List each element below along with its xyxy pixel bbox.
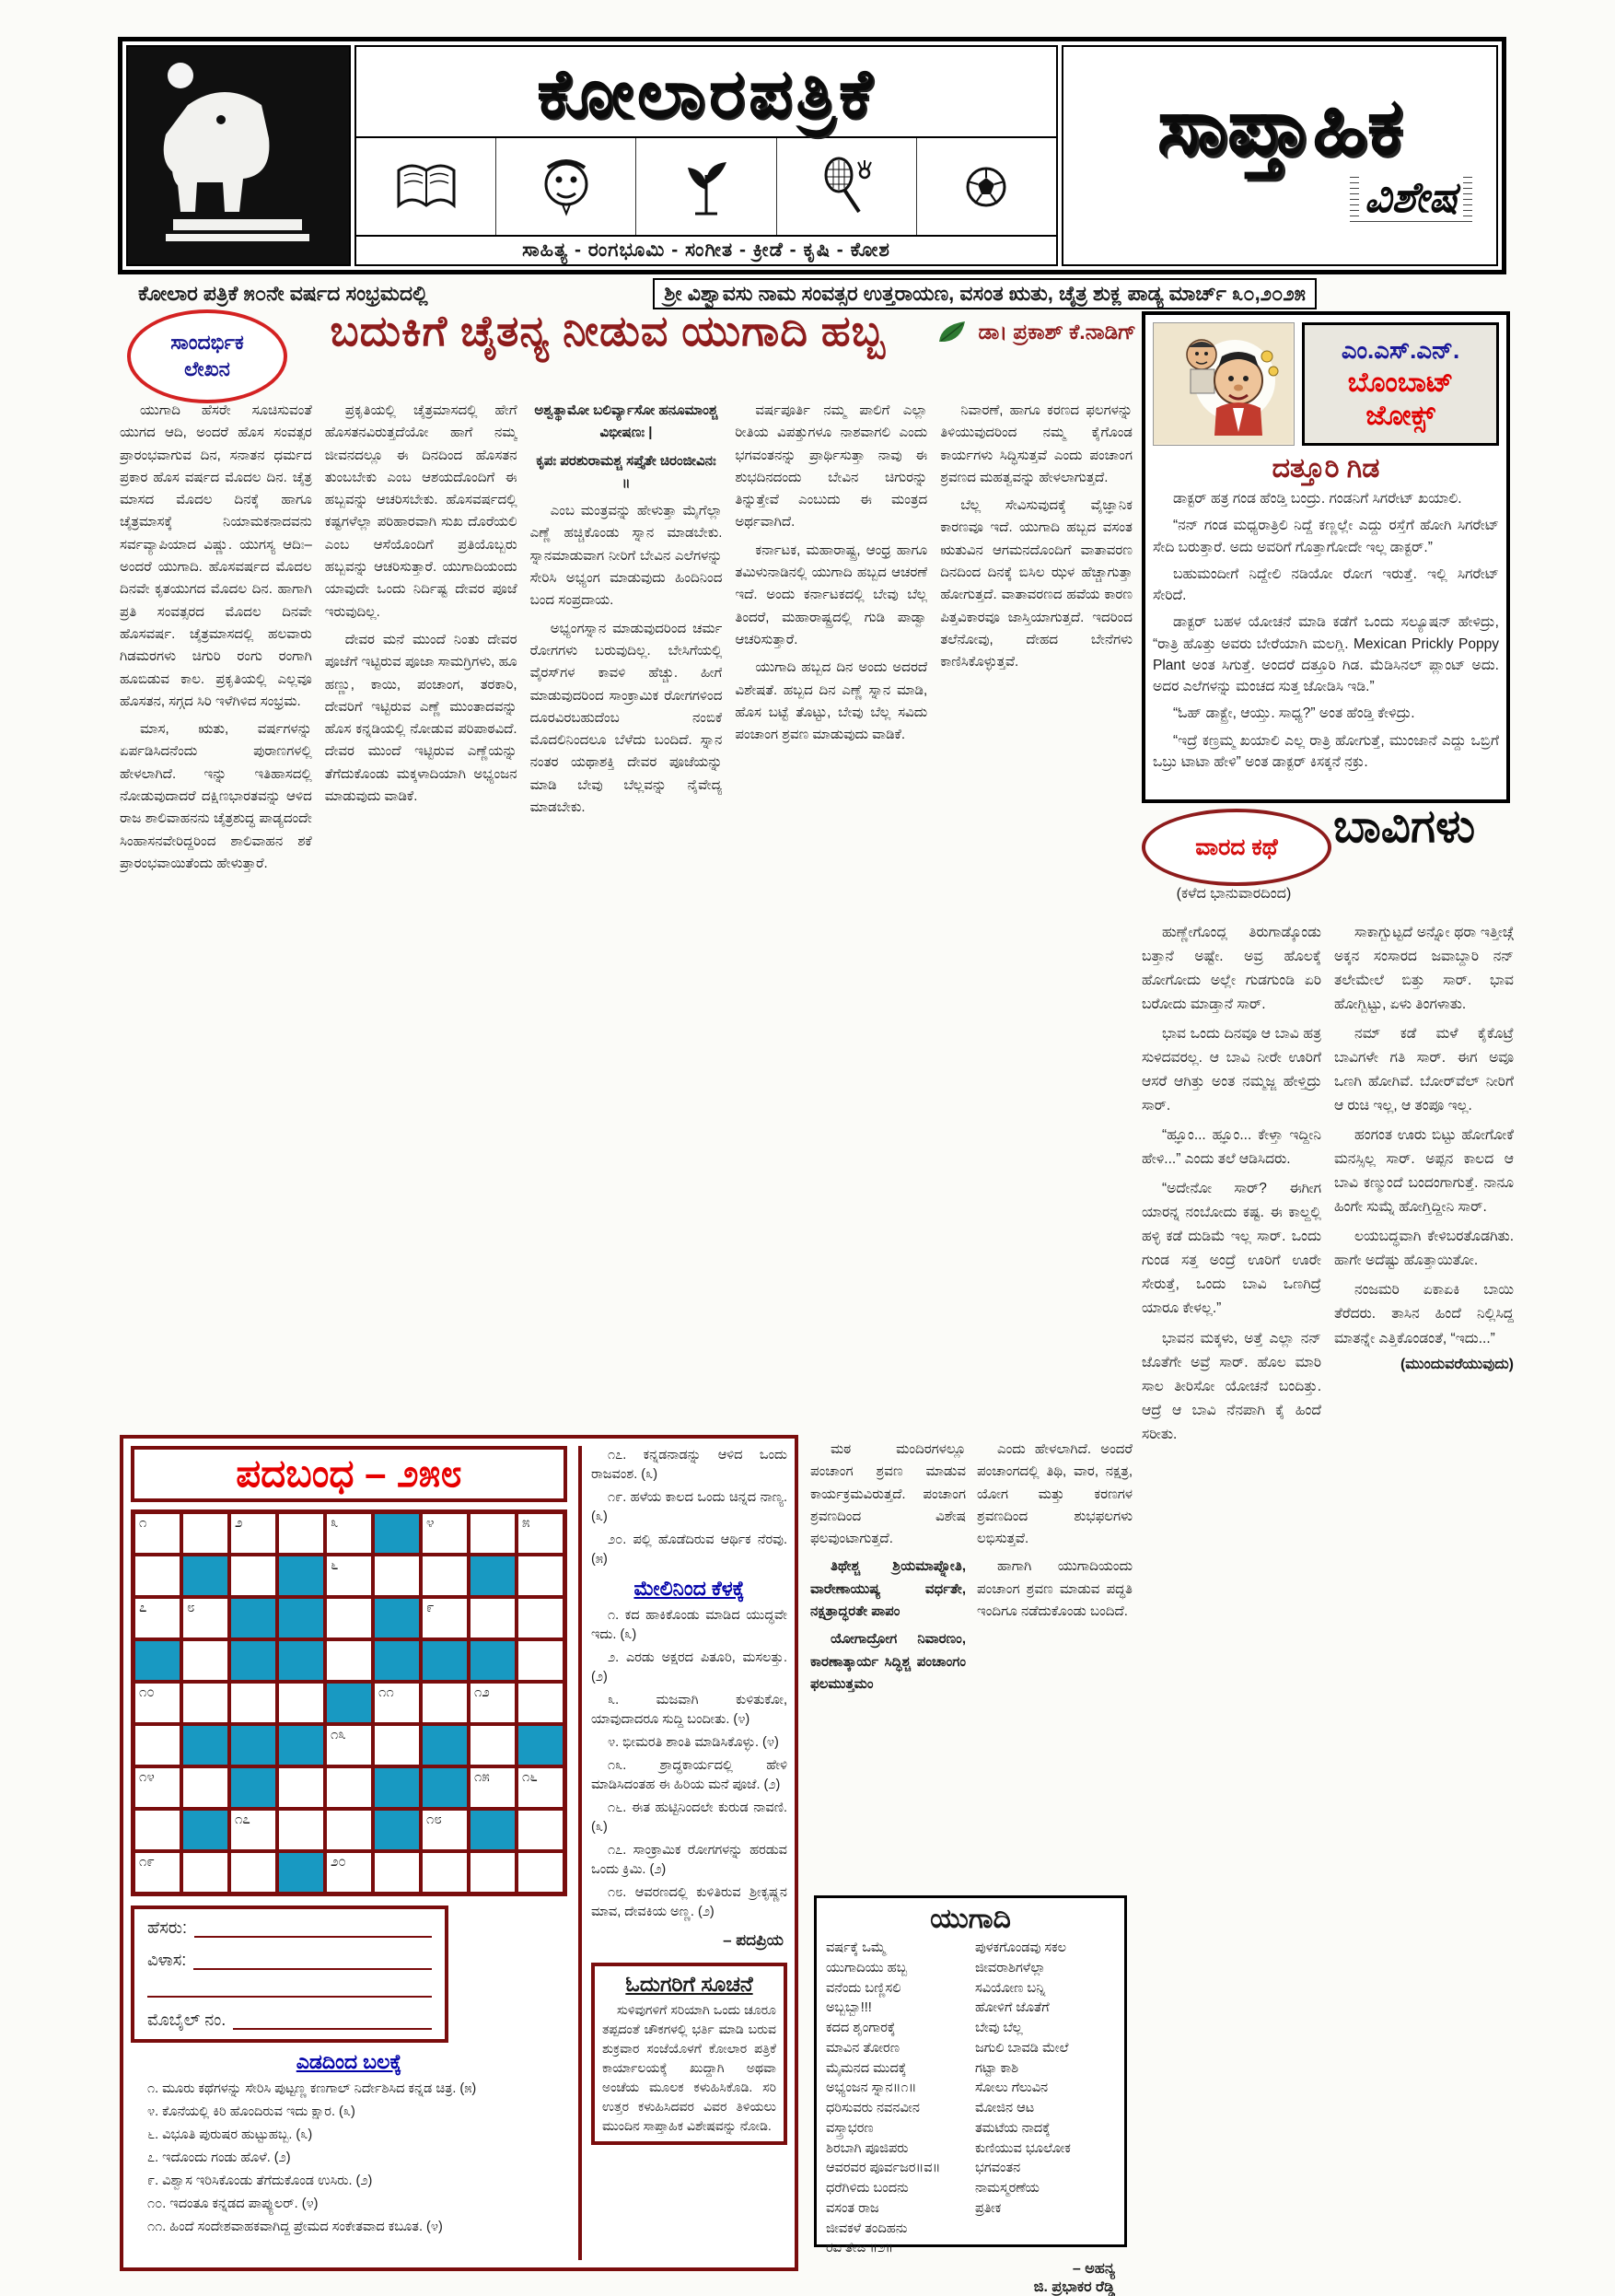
clue: ೩. ಮಜವಾಗಿ ಕುಳಿತುಕೋ, ಯಾವುದಾದರೂ ಸುದ್ದಿ ಬಂದೀತು. (೪) [591, 1693, 787, 1728]
article-paragraph: ಅಶ್ವತ್ಥಾಮೋ ಬಲಿರ್ವ್ಯಾಸೋ ಹನೂಮಾಂಶ್ಚ ವಿಭೀಷಣಃ | [534, 402, 718, 441]
crossword-cell[interactable] [421, 1682, 469, 1724]
crossword-cell[interactable] [421, 1724, 469, 1766]
jokes-brand-box [1302, 322, 1499, 446]
poem-line: ಪುಳಕಗೊಂಡವು ಸಕಲ [975, 1941, 1067, 1955]
name-field[interactable] [194, 1923, 432, 1938]
joke-paragraph: “ಓಹ್ ಡಾಕ್ಟ್ರೇ, ಆಯ್ತು. ಸಾಧ್ಯ?” ಅಂತ ಹೆಂಡ್ತಿ ಕೇಳಿದ್ರು. [1173, 705, 1415, 722]
crossword-cell[interactable] [181, 1682, 229, 1724]
clue: ೧೦. ಇದಂತೂ ಕನ್ನಡದ ಪಾಪ್ಯುಲರ್. (೪) [147, 2197, 319, 2212]
mobile-label: ಮೊಬೈಲ್ ನಂ. [147, 2010, 227, 2029]
kicker-line1: ಸಾಂದರ್ಭಿಕ [170, 331, 244, 355]
crossword-cell[interactable] [229, 1682, 277, 1724]
notice-title: ಓದುಗರಿಗೆ ಸೂಚನೆ [625, 1972, 753, 1997]
poem-line: ಮೋಜಿನ ಆಟ [975, 2101, 1035, 2115]
poem-title: ಯುಗಾದಿ [930, 1904, 1011, 1934]
crossword-cell-number: ೧೬ [522, 1769, 538, 1785]
across-clues-continued [591, 1446, 787, 1573]
poem-line: ತಮಟೆಯ ನಾದಕ್ಕೆ [975, 2120, 1051, 2136]
clue: ೧೭. ಕನ್ನಡನಾಡನ್ನು ಆಳಿದ ಒಂದು ರಾಜವಂಶ. (೩) [591, 1448, 787, 1483]
address-field[interactable] [193, 1955, 432, 1970]
poem-line: ಹೋಳಿಗೆ ಜೊತೆಗೆ [975, 2000, 1050, 2016]
poem-line: ಧರಿಸುವರು ನವನವೀನ [826, 2101, 920, 2115]
crossword-cell[interactable] [469, 1682, 517, 1724]
lead-article-columns [120, 400, 1133, 1429]
crossword-cell[interactable] [181, 1512, 229, 1555]
author-byline: ಡಾ। ಪ್ರಕಾಶ್ ಕೆ.ನಾಡಿಗ್ [978, 319, 1136, 344]
down-clues-header: ಮೇಲಿನಿಂದ ಕೆಳಕ್ಕೆ [633, 1577, 745, 1601]
crossword-cell[interactable] [134, 1597, 181, 1639]
poem-line: ಮೈಮನದ ಮುದಕ್ಕೆ [826, 2060, 907, 2076]
crossword-cell[interactable] [229, 1724, 277, 1766]
joke-paragraph: “ಇದ್ರೆ ಕಣ್ರಮ್ಮ ಖಯಾಲಿ ಎಲ್ಲ ರಾತ್ರಿ ಹೋಗುತ್ತೆ, ಮುಂಜಾನೆ ಎದ್ದು ಒಬ್ರಿಗೆ ಒಬ್ರು ಟಾಟಾ ಹೇಳಿ” ಅಂತ ಡಾಕ್ಟರ್ ಕಿಸಕ್ಕನೆ ನಕ್ರು. [1153, 732, 1499, 770]
poem-line: ರವಿ ತೇಜ ॥೨॥ [826, 2241, 894, 2256]
story-paragraph: “ಹ್ಞೂಂ... ಹ್ಞೂಂ... ಕೇಳ್ತಾ ಇದ್ದೀನಿ ಹೇಳಿ...” ಎಂದು ತಲೆ ಆಡಿಸಿದರು. [1142, 1127, 1321, 1168]
crossword-cell[interactable] [325, 1639, 373, 1682]
crossword-cell[interactable] [134, 1639, 181, 1682]
clue: ೧೮. ಆವರಣದಲ್ಲಿ ಕುಳಿತಿರುವ ಶ್ರೀಕೃಷ್ಣನ ಮಾವ, ದೇವಕಿಯ ಅಣ್ಣ. (೨) [591, 1885, 787, 1920]
crossword-cell[interactable] [469, 1809, 517, 1851]
masthead [118, 37, 1506, 274]
story-paragraph: ಹುಣ್ಣೇಗೊಂದ್ಲ ತಿರುಗಾಡ್ಕೊಂಡು ಬತ್ತಾನೆ ಅಷ್ಟೇ. ಅವ್ರ ಹೊಲಕ್ಕೆ ಹೋಗೋದು ಅಲ್ಲೇ ಗುಡಗುಂಡಿ ಏರಿ ಬರೋದು ಮಾಡ್ತಾನೆ ಸಾರ್. [1142, 925, 1321, 1013]
crossword-cell[interactable] [421, 1512, 469, 1555]
across-clues-header: ಎಡದಿಂದ ಬಲಕ್ಕೆ [296, 2050, 402, 2073]
to-be-continued-label: (ಮುಂದುವರೆಯುವುದು) [1400, 1356, 1514, 1372]
crossword-cell-number: ೬ [331, 1557, 339, 1573]
article-paragraph: ಎಂಬ ಮಂತ್ರವನ್ನು ಹೇಳುತ್ತಾ ಮೈಗೆಲ್ಲಾ ಎಣ್ಣೆ ಹಚ್ಚಿಕೊಂಡು ಸ್ನಾನ ಮಾಡಬೇಕು. ಸ್ನಾನಮಾಡುವಾಗ ನೀರಿಗೆ ಬೇವಿನ ಎಲೆಗಳನ್ನು ಸೇರಿಸಿ ಅಭ್ಯಂಗ ಮಾಡುವುದು ಹಿಂದಿನಿಂದ ಬಂದ ಸಂಪ್ರದಾಯ. [529, 503, 723, 609]
crossword-cell[interactable] [373, 1724, 421, 1766]
crossword-cell[interactable] [229, 1809, 277, 1851]
article-paragraph: ಕೃಪಃ ಪರಶುರಾಮಶ್ಚ ಸಪ್ತೈತೇ ಚಿರಂಜೀವಿನಃ ॥ [536, 452, 716, 491]
crossword-cell-number: ೨೦ [331, 1854, 346, 1870]
crossword-cell[interactable] [373, 1766, 421, 1809]
joke-paragraph: ಡಾಕ್ಟರ್ ಬಹಳ ಯೋಚನೆ ಮಾಡಿ ಕಡೆಗೆ ಒಂದು ಸಲ್ಯೂಷನ್ ಹೇಳಿದ್ರು, “ರಾತ್ರಿ ಹೊತ್ತು ಅವರು ಬೇರೆಯಾಗಿ ಮಲಗ್ಲಿ. Mexican Prickly Poppy Plant ಅಂತ ಸಿಗುತ್ತೆ. ಅಂದರೆ ದತ್ತೂರಿ ಗಿಡ. ಮೆಡಿಸಿನಲ್ ಪ್ಲಾಂಟ್ ಅದು. ಅದರ ಎಲೆಗಳನ್ನು ಮಂಚದ ಸುತ್ತ ಜೋಡಿಸಿ ಇಡಿ.” [1153, 614, 1499, 694]
page-title: ಬದುಕಿಗೆ ಚೈತನ್ಯ ನೀಡುವ ಯುಗಾದಿ ಹಬ್ಬ [330, 307, 886, 355]
article-paragraph: ತಿಥೇಶ್ಚ ಶ್ರಿಯಮಾಪ್ನೋತಿ, ವಾರೇಣಾಯುಷ್ಯ ವರ್ಧತೇ, ನಕ್ಷತ್ರಾದ್ಧರತೇ ಪಾಪಂ [810, 1558, 966, 1620]
joke-title: ದತ್ತೂರಿ ಗಿಡ [1272, 453, 1380, 484]
clue: ೧. ಮೂರು ಕಥೆಗಳನ್ನು ಸೇರಿಸಿ ಪುಟ್ಟಣ್ಣ ಕಣಗಾಲ್ ನಿರ್ದೇಶಿಸಿದ ಕನ್ನಡ ಚಿತ್ರ. (೫) [147, 2081, 477, 2096]
story-title: ಬಾವಿಗಳು [1333, 800, 1476, 852]
crossword-cell[interactable] [229, 1766, 277, 1809]
crossword-cell[interactable] [373, 1809, 421, 1851]
crossword-cell[interactable] [373, 1682, 421, 1724]
story-kicker-badge [1142, 809, 1331, 886]
crossword-cell-number: ೧೨ [474, 1684, 490, 1700]
crossword-cell-number: ೯ [426, 1600, 435, 1615]
poem-line: ಸವಿಯೋಣ ಬನ್ನಿ [975, 1980, 1046, 1996]
article-paragraph: ವರ್ಷಪೂರ್ತಿ ನಮ್ಮ ಪಾಲಿಗೆ ಎಲ್ಲಾ ರೀತಿಯ ವಿಪತ್ತುಗಳೂ ನಾಶವಾಗಲಿ ಎಂದು ಭಗವಂತನನ್ನು ಪ್ರಾರ್ಥಿಸುತ್ತಾ ನಾವು ಈ ಶುಭದಿನದಂದು ಬೇವಿನ ಚಿಗುರನ್ನು ತಿನ್ನುತ್ತೇವೆ ಎಂಬುದು ಈ ಮಂತ್ರದ ಅರ್ಥವಾಗಿದೆ. [735, 402, 928, 530]
clue: ೪. ಕೊನೆಯಲ್ಲಿ ಕಿರಿ ಹೊಂದಿರುವ ಇದು ಕ್ಷಾರ. (೩) [147, 2104, 355, 2120]
article-paragraph: ನಿವಾರಣೆ, ಹಾಗೂ ಕರಣದ ಫಲಗಳನ್ನು ತಿಳಿಯುವುದರಿಂದ ನಮ್ಮ ಕೈಗೊಂಡ ಕಾರ್ಯಗಳು ಸಿದ್ಧಿಸುತ್ತವೆ ಎಂದು ಪಂಚಾಂಗ ಶ್ರವಣದ ಮಹತ್ವವನ್ನು ಹೇಳಲಾಗುತ್ತದೆ. [940, 402, 1133, 485]
article-paragraph: ಪ್ರಕೃತಿಯಲ್ಲಿ ಚೈತ್ರಮಾಸದಲ್ಲಿ ಹೇಗೆ ಹೊಸತನವಿರುತ್ತದೆಯೋ ಹಾಗೆ ನಮ್ಮ ಜೀವನದಲ್ಲೂ ಈ ದಿನದಿಂದ ಹೊಸತನ ತುಂಬಬೇಕು ಎಂಬ ಆಶಯದೊಂದಿಗೆ ಈ ಹಬ್ಬವನ್ನು ಆಚರಿಸಬೇಕು. ಹೊಸವರ್ಷದಲ್ಲಿ ಕಷ್ಟಗಳೆಲ್ಲಾ ಪರಿಹಾರವಾಗಿ ಸುಖ ದೊರೆಯಲಿ ಎಂಬ ಆಸೆಯೊಂದಿಗೆ ಪ್ರತಿಯೊಬ್ಬರು ಹಬ್ಬವನ್ನು ಆಚರಿಸುತ್ತಾರೆ. ಯುಗಾದಿಯಂದು ಯಾವುದೇ ಒಂದು ನಿರ್ದಿಷ್ಟ ದೇವರ ಪೂಜೆ ಇರುವುದಿಲ್ಲ. [324, 402, 517, 620]
crossword-cell-number: ೭ [139, 1600, 147, 1615]
article-column-2 [325, 400, 517, 1429]
poem-line: ಕುಣಿಯುವ ಭೂಲೋಕ [975, 2140, 1071, 2156]
poem-line: ವರ್ಷಕ್ಕೆ ಒಮ್ಮೆ [826, 1941, 887, 1955]
crossword-cell[interactable] [421, 1555, 469, 1597]
crossword-cell[interactable] [469, 1724, 517, 1766]
poem-line: ವಸ್ತ್ರಾಭರಣ [826, 2120, 874, 2136]
across-clues [131, 2080, 567, 2237]
poem-line: ಭಗವಂತನ [975, 2161, 1021, 2176]
crossword-cell[interactable] [325, 1851, 373, 1894]
story-column-1 [1142, 921, 1321, 2267]
crossword-cell[interactable] [277, 1512, 325, 1555]
jokes-brand-word1: ಬೊಂಬಾಟ್ [1347, 367, 1454, 398]
leaf-icon [937, 318, 969, 345]
clue: ೯. ವಿಶ್ವಾಸ ಇರಿಸಿಕೊಂಡು ತೆಗೆದುಕೊಂಡ ಉಸಿರು. (೨) [147, 2174, 373, 2189]
continuation-column-1 [810, 1439, 966, 1888]
crossword-cell[interactable] [325, 1766, 373, 1809]
down-clues-continued [591, 1756, 787, 1926]
clue: ೧೭. ಸಾಂಕ್ರಾಮಿಕ ರೋಗಗಳನ್ನು ಹರಡುವ ಒಂದು ಕ್ರಿಮಿ. (೨) [591, 1843, 787, 1878]
crossword-cell[interactable] [277, 1555, 325, 1597]
crossword-cell[interactable] [517, 1512, 564, 1555]
story-paragraph: ಭಾವ ಒಂದು ದಿನವೂ ಆ ಬಾವಿ ಹತ್ರ ಸುಳಿದವರಲ್ಲ. ಆ ಬಾವಿ ನೀರೇ ಊರಿಗೆ ಆಸರೆ ಆಗಿತ್ತು ಅಂತ ನಮ್ಮಜ್ಜ ಹೇಳ್ತಿದ್ರು ಸಾರ್. [1142, 1026, 1321, 1114]
clue: ೭. ಇದೊಂದು ಗಂಡು ಹೊಳೆ. (೨) [147, 2150, 291, 2166]
kicker-badge [127, 309, 287, 403]
crossword-cell[interactable] [373, 1639, 421, 1682]
date-line: ಶ್ರೀ ವಿಶ್ವಾವಸು ನಾಮ ಸಂವತ್ಸರ ಉತ್ತರಾಯಣ, ವಸಂತ ಋತು, ಚೈತ್ರ ಶುಕ್ಲ ಪಾಡ್ಯ ಮಾರ್ಚ್ ೩೦,೨೦೨೫ [653, 278, 1317, 309]
crossword-cell[interactable] [229, 1555, 277, 1597]
clue: ೪. ಭೀಮರತಿ ಶಾಂತಿ ಮಾಡಿಸಿಕೊಳ್ಳು. (೪) [608, 1735, 779, 1751]
poem-line: ಗಟ್ಟಾ ಕಾಶಿ [975, 2060, 1019, 2076]
poem-signature-penname: – ಅಹನ್ಯ [1072, 2261, 1115, 2277]
plant-icon [636, 138, 776, 235]
elephant-icon [126, 45, 351, 266]
poem-box [814, 1895, 1127, 2295]
weekly-subtitle: ವಿಶೇಷ [1350, 172, 1472, 224]
clue: ೧೩. ಶ್ರಾದ್ಧಕಾರ್ಯದಲ್ಲಿ ಹೇಳಿ ಮಾಡಿಸಿದಂತಹ ಈ ಹಿರಿಯ ಮನೆ ಪೂಜೆ. (೨) [591, 1758, 787, 1793]
crossword-cell[interactable] [181, 1809, 229, 1851]
story-columns [1142, 921, 1514, 2267]
clue: ೧೬. ಈತ ಹುಟ್ಟಿನಿಂದಲೇ ಕುರುಡ ನಾವಣಿ. (೩) [591, 1801, 787, 1836]
address-label: ವಿಳಾಸ: [147, 1951, 187, 1969]
crossword-cell[interactable] [277, 1766, 325, 1809]
crossword-cell-number: ೩ [331, 1515, 339, 1531]
story-kicker-label: ವಾರದ ಕಥೆ [1195, 833, 1278, 860]
crossword-cell-number: ೧೮ [426, 1812, 442, 1827]
crossword-section [120, 1435, 798, 2271]
crossword-cell-number: ೧೪ [139, 1769, 155, 1785]
article-paragraph: ಯುಗಾದಿ ಹೆಸರೇ ಸೂಚಿಸುವಂತೆ ಯುಗದ ಆದಿ, ಅಂದರೆ ಹೊಸ ಸಂವತ್ಸರ ಪ್ರಾರಂಭವಾಗುವ ದಿನ, ಸನಾತನ ಧರ್ಮದ ಪ್ರಕಾರ ಹೊಸ ವರ್ಷದ ಮೊದಲ ದಿನ. ಚೈತ್ರ ಮಾಸದ ಮೊದಲ ದಿನಕ್ಕೆ ಹಾಗೂ ಚೈತ್ರಮಾಸಕ್ಕೆ ನಿಯಾಮಕನಾದವನು ಸರ್ವವ್ಯಾಪಿಯಾದ ವಿಷ್ಣು. ಯುಗಸ್ಯ ಆದಿಃ– ಅಂದರೆ ಯುಗಾದಿ. ಹೊಸವರ್ಷದ ಮೊದಲ ದಿನವೇ ಕೃತಯುಗದ ಮೊದಲ ದಿನ. ಹಾಗಾಗಿ ಪ್ರತಿ ಸಂವತ್ಸರದ ಮೊದಲ ದಿನವೇ ಹೊಸವರ್ಷ. ಚೈತ್ರಮಾಸದಲ್ಲಿ ಹಲವಾರು ಗಿಡಮರಗಳು ಚಿಗುರಿ ರಂಗು ರಂಗಾಗಿ ಹೂಬಿಡುವ ಕಾಲ. ಪ್ರಕೃತಿಯಲ್ಲಿ ಎಲ್ಲವೂ ಹೊಸತನ, ಸಗ್ಗದ ಸಿರಿ ಇಳೆಗಿಳಿದ ಸಂಭ್ರಮ. [120, 402, 312, 709]
crossword-cell[interactable] [469, 1597, 517, 1639]
crossword-cell[interactable] [277, 1639, 325, 1682]
crossword-cell-number: ೮ [187, 1600, 195, 1615]
crossword-cell[interactable] [325, 1597, 373, 1639]
crossword-cell[interactable] [134, 1512, 181, 1555]
masthead-artwork-strip [356, 138, 1056, 235]
poem-line: ವಸಂತ ರಾಜ [826, 2200, 879, 2216]
crossword-cell[interactable] [373, 1851, 421, 1894]
poem-left-column [826, 1939, 966, 2259]
poem-line: ನಾಮಸ್ಮರಣೆಯ [975, 2181, 1040, 2196]
crossword-cell[interactable] [277, 1851, 325, 1894]
crossword-cell[interactable] [277, 1809, 325, 1851]
clue: ೧೯. ಹಳೆಯ ಕಾಲದ ಒಂದು ಚಿನ್ನದ ನಾಣ್ಯ. (೩) [591, 1490, 787, 1525]
crossword-cell-number: ೧೫ [474, 1769, 490, 1785]
mobile-field[interactable] [233, 2015, 432, 2030]
crossword-cell-number: ೧೭ [235, 1812, 250, 1827]
crossword-cell[interactable] [517, 1724, 564, 1766]
crossword-cell-number: ೧೦ [139, 1684, 155, 1700]
crossword-cell[interactable] [229, 1597, 277, 1639]
article-paragraph: ಅಭ್ಯಂಗಸ್ನಾನ ಮಾಡುವುದರಿಂದ ಚರ್ಮ ರೋಗಗಳು ಬರುವುದಿಲ್ಲ. ಬೇಸಿಗೆಯಲ್ಲಿ ವೈರಸ್‌ಗಳ ಕಾವಳಿ ಹೆಚ್ಚು. ಹೀಗೆ ಮಾಡುವುದರಿಂದ ಸಾಂಕ್ರಾಮಿಕ ರೋಗಗಳಿಂದ ದೂರವಿರಬಹುದೆಂಬ ನಂಬಿಕೆ ಮೊದಲಿನಿಂದಲೂ ಬೆಳೆದು ಬಂದಿದೆ. ಸ್ನಾನ ನಂತರ ಯಥಾಶಕ್ತಿ ದೇವರ ಪೂಜೆಯನ್ನು ಮಾಡಿ ಬೇವು ಬೆಲ್ಲವನ್ನು ನೈವೇದ್ಯ ಮಾಡಬೇಕು. [529, 620, 723, 816]
crossword-cell[interactable] [181, 1555, 229, 1597]
crossword-cell[interactable] [325, 1682, 373, 1724]
address-field-2[interactable] [147, 1983, 432, 1998]
crossword-cell[interactable] [469, 1512, 517, 1555]
crossword-cell[interactable] [373, 1597, 421, 1639]
poem-line: ಶಿರಬಾಗಿ ಪೂಜಿಪರು [826, 2140, 909, 2156]
article-paragraph: ಮಾಸ, ಋತು, ವರ್ಷಗಳನ್ನು ಏರ್ಪಡಿಸಿದನೆಂದು ಪುರಾಣಗಳಲ್ಲಿ ಹೇಳಲಾಗಿದೆ. ಇನ್ನು ಇತಿಹಾಸದಲ್ಲಿ ನೋಡುವುದಾದರೆ ದಕ್ಷಿಣಭಾರತವನ್ನು ಆಳಿದ ರಾಜ ಶಾಲಿವಾಹನನು ಚೈತ್ರಶುದ್ಧ ಪಾಡ್ಯದಂದೇ ಸಿಂಹಾಸನವೇರಿದ್ದರಿಂದ ಶಾಲಿವಾಹನ ಶಕೆ ಪ್ರಾರಂಭವಾಯಿತೆಂದು ಹೇಳುತ್ತಾರೆ. [120, 721, 312, 871]
poem-signature-author: ಜಿ. ಪ್ರಭಾಕರ ರೆಡ್ಡಿ [1033, 2279, 1115, 2295]
jokes-section [1142, 311, 1510, 803]
edition-info-line [138, 278, 1317, 309]
poem-line: ಪ್ರತೀಕ [975, 2200, 1002, 2216]
crossword-cell[interactable] [134, 1766, 181, 1809]
story-column-2 [1334, 921, 1514, 2267]
story-paragraph: “ಅದೇನೋ ಸಾರ್? ಈಗೀಗ ಯಾರನ್ನ ನಂಬೋದು ಕಷ್ಟ. ಈ ಕಾಲ್ದಲ್ಲಿ ಹಳ್ಳಿ ಕಡೆ ದುಡಿಮೆ ಇಲ್ಲ ಸಾರ್. ಒಂದು ಗುಂಡ ಸತ್ತ ಅಂದ್ರೆ ಊರಿಗೆ ಊರೇ ಸೇರುತ್ತೆ, ಒಂದು ಬಾವಿ ಒಣಗಿದ್ರೆ ಯಾರೂ ಕೇಳಲ್ಲ.” [1142, 1181, 1321, 1317]
crossword-cell-number: ೪ [426, 1515, 435, 1531]
article-column-1 [120, 400, 312, 1429]
jokes-brand-word2: ಜೋಕ್ಸ್ [1365, 401, 1435, 431]
notice-body: ಸುಳಿವುಗಳಿಗೆ ಸರಿಯಾಗಿ ಒಂದು ಚೂರೂ ತಪ್ಪದಂತೆ ಚೌಕಗಳಲ್ಲಿ ಭರ್ತಿ ಮಾಡಿ ಬರುವ ಶುಕ್ರವಾರ ಸಂಜೆಯೊಳಗೆ ಕೋಲಾರ ಪತ್ರಿಕೆ ಕಾರ್ಯಾಲಯಕ್ಕೆ ಖುದ್ದಾಗಿ ಅಥವಾ ಅಂಚೆಯ ಮೂಲಕ ಕಳುಹಿಸಿಕೊಡಿ. ಸರಿ ಉತ್ತರ ಕಳುಹಿಸಿದವರ ವಿವರ ತಿಳಿಯಲು ಮುಂದಿನ ಸಾಪ್ತಾಹಿಕ ವಿಶೇಷವನ್ನು ನೋಡಿ. [602, 2002, 776, 2134]
poem-line: ಆವರವರ ಪೂರ್ವಜರ॥ವ॥ [826, 2161, 941, 2176]
poem-line: ಮಾವಿನ ತೋರಣ [826, 2040, 900, 2056]
poem-right-column [975, 1939, 1115, 2259]
crossword-cell[interactable] [229, 1639, 277, 1682]
crossword-cell[interactable] [421, 1851, 469, 1894]
article-column-4 [735, 400, 927, 1429]
crossword-cell[interactable] [134, 1724, 181, 1766]
poem-line: ಕದದ ಶೃಂಗಾರಕ್ಕೆ [826, 2021, 896, 2035]
crossword-cell[interactable] [421, 1809, 469, 1851]
crossword-cell[interactable] [325, 1512, 373, 1555]
crossword-cell[interactable] [181, 1597, 229, 1639]
crossword-cell[interactable] [469, 1555, 517, 1597]
clue: ೧. ಕದ ಹಾಕಿಕೊಂಡು ಮಾಡಿದ ಯುದ್ಧವೇ ಇದು. (೩) [591, 1608, 787, 1643]
crossword-cell[interactable] [134, 1851, 181, 1894]
story-column-2-text [1334, 921, 1514, 1351]
crossword-grid [131, 1509, 567, 1896]
crossword-cell[interactable] [373, 1512, 421, 1555]
poem-line: ಧರೆಗಿಳಿದು ಬಂದನು [826, 2181, 909, 2196]
story-paragraph: ನಮ್ ಕಡೆ ಮಳೆ ಕೈಕೊಟ್ರೆ ಬಾವಿಗಳೇ ಗತಿ ಸಾರ್. ಈಗ ಅವೂ ಒಣಗಿ ಹೋಗಿವೆ. ಬೋರ್‌ವೆಲ್ ನೀರಿಗೆ ಆ ರುಚಿ ಇಲ್ಲ, ಆ ತಂಪೂ ಇಲ್ಲ. [1334, 1026, 1514, 1114]
crossword-title: ಪದಬಂಧ – ೨೫೮ [131, 1446, 567, 1502]
article-paragraph: ದೇವರ ಮನೆ ಮುಂದೆ ನಿಂತು ದೇವರ ಪೂಜೆಗೆ ಇಟ್ಟಿರುವ ಪೂಜಾ ಸಾಮಗ್ರಿಗಳು, ಹೂ ಹಣ್ಣು, ಕಾಯಿ, ಪಂಚಾಂಗ, ತರಕಾರಿ, ದೇವರಿಗೆ ಇಟ್ಟಿರುವ ಎಣ್ಣೆ ಮುಂತಾದವನ್ನು ಹೊಸ ಕನ್ನಡಿಯಲ್ಲಿ ನೋಡುವ ಪರಿಪಾಠವಿದೆ. ದೇವರ ಮುಂದೆ ಇಟ್ಟಿರುವ ಎಣ್ಣೆಯನ್ನು ತೆಗೆದುಕೊಂಡು ಮಕ್ಕಳಾದಿಯಾಗಿ ಅಭ್ಯಂಜನ ಮಾಡುವುದು ವಾಡಿಕೆ. [324, 631, 517, 805]
crossword-cell[interactable] [181, 1766, 229, 1809]
article-paragraph: ಎಂದು ಹೇಳಲಾಗಿದೆ. ಅಂದರೆ ಪಂಚಾಂಗದಲ್ಲಿ ತಿಥಿ, ವಾರ, ನಕ್ಷತ್ರ, ಯೋಗ ಮತ್ತು ಕರಣಗಳ ಶ್ರವಣದಿಂದ ಶುಭಫಲಗಳು ಲಭಿಸುತ್ತವೆ. [977, 1441, 1133, 1547]
poem-line: ಜೀವಕಳೆ ತಂದಿಹನು [826, 2220, 908, 2236]
story-paragraph: ನಂಜಮರಿ ಏಕಾಏಕಿ ಬಾಯಿ ತೆರೆದರು. ತಾಸಿನ ಹಿಂದೆ ನಿಲ್ಲಿಸಿದ್ದ ಮಾತನ್ನೇ ಎತ್ತಿಕೊಂಡಂತೆ, “ಇದು...” [1334, 1282, 1514, 1346]
crossword-cell-number: ೧ [139, 1515, 147, 1531]
poem-line: ಅಭ್ಯಂಜನ ಸ್ನಾನ॥೧॥ [826, 2080, 917, 2096]
name-label: ಹೆಸರು: [147, 1918, 187, 1937]
joke-paragraph: ಬಹುಮಂದೀಗೆ ನಿದ್ದೇಲಿ ನಡಿಯೋ ರೋಗ ಇರುತ್ತೆ. ಇಲ್ಲಿ ಸಿಗರೇಟ್ ಸೇರಿದೆ. [1153, 565, 1499, 603]
crossword-cell[interactable] [373, 1555, 421, 1597]
crossword-cell-number: ೨ [235, 1515, 243, 1531]
crossword-cell[interactable] [421, 1639, 469, 1682]
crossword-cell[interactable] [517, 1555, 564, 1597]
crossword-cell-number: ೧೩ [331, 1727, 346, 1742]
football-icon [917, 138, 1056, 235]
entry-form [131, 1906, 448, 2043]
crossword-cell[interactable] [181, 1639, 229, 1682]
story-paragraph: ಭಾವನ ಮಕ್ಕಳು, ಅತ್ತೆ ಎಲ್ಲಾ ನನ್ ಜೊತೆಗೇ ಅವ್ರೆ ಸಾರ್. ಹೊಲ ಮಾರಿ ಸಾಲ ತೀರಿಸೋ ಯೋಚನೆ ಬಂದಿತ್ತು. ಆದ್ರೆ ಆ ಬಾವಿ ನೆನಪಾಗಿ ಕೈ ಹಿಂದೆ ಸರೀತು. [1142, 1330, 1321, 1442]
article-column-5 [940, 400, 1133, 1429]
mask-icon [496, 138, 636, 235]
article-column-3 [530, 400, 723, 1429]
crossword-cell[interactable] [229, 1512, 277, 1555]
poem-line: ಸೋಲು ಗೆಲುವಿನ [975, 2080, 1049, 2096]
crossword-author: – ಪದಪ್ರಿಯ [723, 1931, 784, 1950]
crossword-cell[interactable] [277, 1682, 325, 1724]
poem-line: ಅಬ್ಬಬ್ಬಾ!!! [826, 2000, 872, 2016]
story-continuation-note: (ಕಳೆದ ಭಾನುವಾರದಿಂದ) [1176, 886, 1292, 902]
weekly-title: ಸಾಪ್ತಾಹಿಕ [1156, 83, 1403, 171]
joke-paragraph: “ನನ್ ಗಂಡ ಮಧ್ಯರಾತ್ರಿಲಿ ನಿದ್ದೆ ಕಣ್ಣಲ್ಲೇ ಎದ್ದು ರಸ್ತೆಗೆ ಹೋಗಿ ಸಿಗರೇಟ್ ಸೇದಿ ಬರುತ್ತಾರೆ. ಅದು ಅವರಿಗೆ ಗೊತ್ತಾಗೋದೇ ಇಲ್ಲ ಡಾಕ್ಟರ್.” [1153, 518, 1499, 555]
joke-body [1153, 488, 1499, 773]
article-continuation [810, 1439, 1133, 1888]
crossword-cell[interactable] [469, 1639, 517, 1682]
jokes-brand-initials: ಎಂ.ಎಸ್.ಎನ್. [1341, 336, 1460, 364]
crossword-cell[interactable] [181, 1851, 229, 1894]
poem-line: ಜಗುಲಿ ಬಾವಡಿ ಮೇಲೆ [975, 2040, 1069, 2056]
crossword-cell[interactable] [134, 1555, 181, 1597]
masthead-tagline: ಸಾಹಿತ್ಯ - ರಂಗಭೂಮಿ - ಸಂಗೀತ - ಕ್ರೀಡೆ - ಕೃಷಿ - ಕೋಶ [356, 235, 1056, 264]
clue: ೧೧. ಹಿಂದೆ ಸಂದೇಶವಾಹಕವಾಗಿದ್ದ ಪ್ರೇಮದ ಸಂಕೇತವಾದ ಕಬೂತ. (೪) [147, 2220, 443, 2235]
crossword-cell[interactable] [277, 1597, 325, 1639]
crossword-cell[interactable] [229, 1851, 277, 1894]
article-paragraph: ಯೋಗಾದ್ರೋಗ ನಿವಾರಣಂ, ಕಾರಣಾತ್ಕಾರ್ಯ ಸಿದ್ಧಿಶ್ಚ ಪಂಚಾಂಗಂ ಫಲಮುತ್ತಮಂ [810, 1631, 966, 1692]
article-paragraph: ಕರ್ನಾಟಕ, ಮಹಾರಾಷ್ಟ್ರ, ಆಂಧ್ರ ಹಾಗೂ ತಮಿಳುನಾಡಿನಲ್ಲಿ ಯುಗಾದಿ ಹಬ್ಬದ ಆಚರಣೆ ಇದೆ. ಅಂದು ಕರ್ನಾಟಕದಲ್ಲಿ ಬೇವು ಬೆಲ್ಲ ತಿಂದರೆ, ಮಹಾರಾಷ್ಟ್ರದಲ್ಲಿ ಗುಡಿ ಪಾಡ್ವಾ ಆಚರಿಸುತ್ತಾರೆ. [735, 542, 928, 647]
reader-notice-box [591, 1963, 787, 2145]
crossword-cell[interactable] [325, 1809, 373, 1851]
newspaper-title: ಕೋಲಾರಪತ್ರಿಕೆ [356, 47, 1056, 138]
crossword-cell[interactable] [517, 1597, 564, 1639]
article-paragraph: ಹಾಗಾಗಿ ಯುಗಾದಿಯಂದು ಪಂಚಾಂಗ ಶ್ರವಣ ಮಾಡುವ ಪದ್ಧತಿ ಇಂದಿಗೂ ನಡೆದುಕೊಂಡು ಬಂದಿದೆ. [977, 1558, 1133, 1620]
article-paragraph: ಬೆಲ್ಲ ಸೇವಿಸುವುದಕ್ಕೆ ವೈಜ್ಞಾನಿಕ ಕಾರಣವೂ ಇದೆ. ಯುಗಾದಿ ಹಬ್ಬದ ವಸಂತ ಋತುವಿನ ಆಗಮನದೊಂದಿಗೆ ವಾತಾವರಣ ದಿನದಿಂದ ದಿನಕ್ಕೆ ಬಿಸಿಲ ಝಳ ಹೆಚ್ಚಾಗುತ್ತಾ ಹೋಗುತ್ತದೆ. ವಾತಾವರಣದ ಹವೆಯ ಕಾರಣ ಪಿತ್ತವಿಕಾರವೂ ಜಾಸ್ತಿಯಾಗುತ್ತದೆ. ಇದರಿಂದ ತಲೆನೋವು, ದೇಹದ ಬೇನೆಗಳು ಕಾಣಿಸಿಕೊಳ್ಳುತ್ತವೆ. [940, 497, 1133, 670]
down-clues [591, 1606, 787, 1756]
clue: ೬. ವಿಭೂತಿ ಪುರುಷರ ಹುಟ್ಟುಹಬ್ಬ. (೩) [147, 2127, 313, 2143]
kicker-line2: ಲೇಖನ [184, 357, 230, 380]
crossword-cell[interactable] [325, 1724, 373, 1766]
crossword-cell-number: ೧೧ [378, 1684, 394, 1700]
poem-line: ಬೇವು ಬೆಲ್ಲ [975, 2021, 1023, 2035]
crossword-cell-number: ೧೯ [139, 1854, 155, 1870]
clue: ೨೦. ಪಲ್ಲಿ ಹೊಡೆದಿರುವ ಆರ್ಥಿಕ ನೆರವು. (೫) [591, 1533, 787, 1568]
story-paragraph: ಹಂಗಂತ ಊರು ಬಿಟ್ಟು ಹೋಗೋಕೆ ಮನಸ್ಸಿಲ್ಲ ಸಾರ್. ಅಪ್ಪನ ಕಾಲದ ಆ ಬಾವಿ ಕಣ್ಮುಂದೆ ಬಂದಂಗಾಗುತ್ತೆ. ನಾನೂ ಹಿಂಗೇ ಸುಮ್ನೆ ಹೋಗ್ತಿದ್ದೀನಿ ಸಾರ್. [1334, 1127, 1514, 1216]
article-paragraph: ಯುಗಾದಿ ಹಬ್ಬದ ದಿನ ಅಂದು ಅದರದೆ ವಿಶೇಷತೆ. ಹಬ್ಬದ ದಿನ ಎಣ್ಣೆ ಸ್ನಾನ ಮಾಡಿ, ಹೊಸ ಬಟ್ಟೆ ತೊಟ್ಟು, ಬೇವು ಬೆಲ್ಲ ಸವಿದು ಪಂಚಾಂಗ ಶ್ರವಣ ಮಾಡುವುದು ವಾಡಿಕೆ. [735, 659, 928, 743]
poem-line: ಜೀವರಾಶಿಗಳೆಲ್ಲಾ [975, 1960, 1046, 1975]
racket-icon [777, 138, 917, 235]
story-paragraph: ಸಾಕಾಗ್ಬುಟ್ಟದೆ ಅನ್ನೋ ಥರಾ ಇತ್ತೀಚ್ಗೆ ಅಕ್ಕನ ಸಂಸಾರದ ಜವಾಬ್ದಾರಿ ನನ್ ತಲೇಮೇಲೆ ಬಿತ್ತು ಸಾರ್. ಭಾವ ಹೋಗ್ಬಿಟ್ಟು, ಏಳು ತಿಂಗಳಾತು. [1334, 925, 1514, 1013]
crossword-cell[interactable] [517, 1809, 564, 1851]
crossword-cell[interactable] [134, 1809, 181, 1851]
crossword-cell[interactable] [421, 1597, 469, 1639]
poem-line: ವನೆಂದು ಬಣ್ಣಿಸಲಿ [826, 1980, 901, 1996]
crossword-cell[interactable] [517, 1682, 564, 1724]
crossword-cell-number: ೫ [522, 1515, 530, 1531]
book-icon [356, 138, 496, 235]
continuation-column-2 [977, 1439, 1133, 1888]
crossword-cell[interactable] [469, 1766, 517, 1809]
article-paragraph: ಮಠ ಮಂದಿರಗಳಲ್ಲೂ ಪಂಚಾಂಗ ಶ್ರವಣ ಮಾಡುವ ಕಾರ್ಯಕ್ರಮವಿರುತ್ತದೆ. ಪಂಚಾಂಗ ಶ್ರವಣದಿಂದ ವಿಶೇಷ ಫಲವುಂಟಾಗುತ್ತದೆ. [810, 1441, 966, 1547]
crossword-cell[interactable] [181, 1724, 229, 1766]
poem-line: ಯುಗಾದಿಯು ಹಬ್ಬ [826, 1960, 908, 1975]
crossword-cell[interactable] [325, 1555, 373, 1597]
joke-paragraph: ಡಾಕ್ಟರ್ ಹತ್ರ ಗಂಡ ಹೆಂಡ್ತಿ ಬಂದ್ರು. ಗಂಡನಿಗೆ ಸಿಗರೇಟ್ ಖಯಾಲಿ. [1173, 491, 1462, 507]
crossword-cell[interactable] [517, 1766, 564, 1809]
crossword-cell[interactable] [421, 1766, 469, 1809]
crossword-cell[interactable] [134, 1682, 181, 1724]
anniversary-note: ಕೋಲಾರ ಪತ್ರಿಕೆ ೫೦ನೇ ವರ್ಷದ ಸಂಭ್ರಮದಲ್ಲಿ [138, 282, 428, 305]
clue: ೨. ಎರಡು ಅಕ್ಷರದ ಪಿತೂರಿ, ಮಸಲತ್ತು. (೨) [591, 1650, 787, 1685]
crossword-cell[interactable] [517, 1639, 564, 1682]
story-paragraph: ಲಯಬದ್ಧವಾಗಿ ಕೇಳಿಬರತೊಡಗಿತು. ಹಾಗೇ ಅದೆಷ್ಟು ಹೊತ್ತಾಯಿತೋ. [1334, 1229, 1514, 1269]
crossword-cell[interactable] [469, 1851, 517, 1894]
crossword-cell[interactable] [517, 1851, 564, 1894]
cartoon-image [1153, 322, 1295, 446]
crossword-cell[interactable] [277, 1724, 325, 1766]
